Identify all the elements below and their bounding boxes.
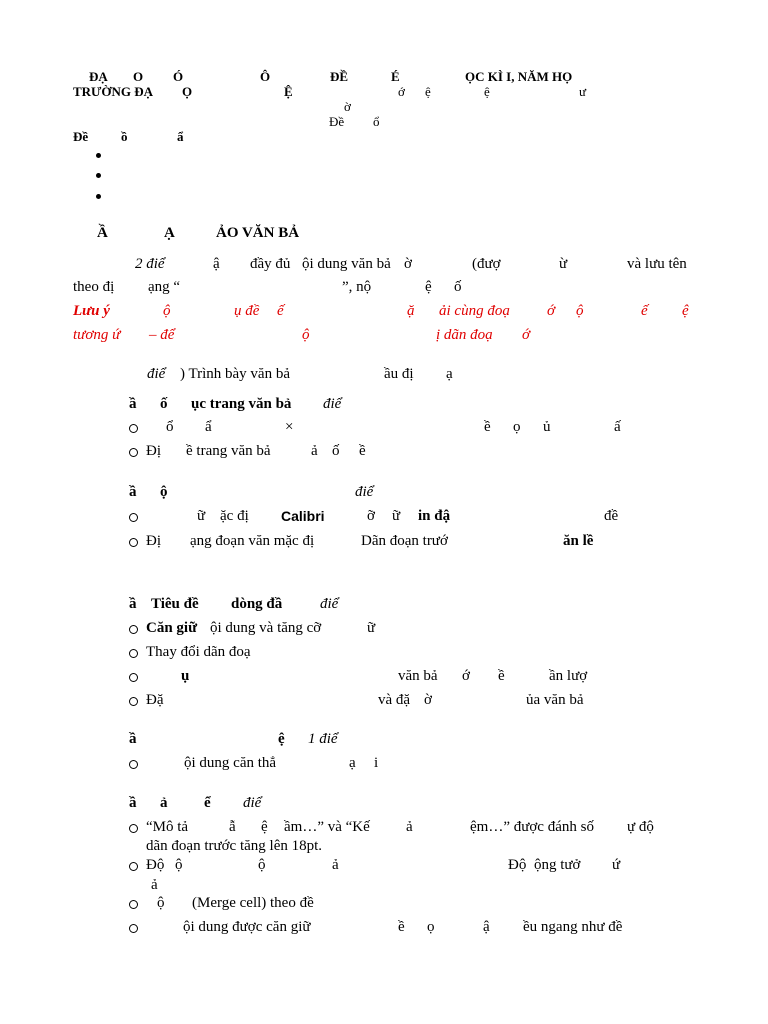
note-text: ụ đề — [234, 303, 260, 319]
sub-label-text: ục trang văn bả — [191, 396, 292, 412]
list-item-text: ộng tưở — [534, 857, 581, 873]
header-text: Ó — [173, 69, 184, 84]
list-item-text: ớ — [462, 668, 470, 684]
list-item-text: ệm…” được đánh số — [470, 819, 594, 835]
bullet-icon — [96, 194, 101, 199]
list-item-text: ả — [332, 857, 339, 873]
circle-bullet-icon — [129, 697, 138, 706]
section-title-text: ẢO VĂN BẢ — [216, 225, 300, 241]
intro-text: đầy đủ — [250, 256, 291, 272]
list-item-text: ệ — [261, 819, 268, 835]
list-item-continuation: ả — [151, 877, 158, 893]
header-text: ư — [579, 84, 587, 99]
intro-text: ”, nộ — [342, 279, 372, 295]
note-text: ế — [277, 303, 284, 319]
circle-bullet-icon — [129, 538, 138, 547]
note-text: ải cùng đoạ — [439, 303, 510, 319]
sub-label-text: ể — [204, 795, 211, 811]
list-item-text: ăn lề — [563, 533, 594, 549]
list-item-text: ố — [332, 443, 340, 459]
sub-label-text: ầ — [129, 596, 137, 612]
list-item-text: ấ — [614, 419, 621, 435]
header-text: Ô — [260, 69, 271, 84]
header-text: ồ — [121, 129, 128, 144]
list-item-text: ề trang văn bả — [186, 443, 271, 459]
list-item-text: ẩ — [205, 419, 212, 435]
sub-label-text: dòng đầ — [231, 596, 283, 612]
header-text: ệ — [425, 84, 431, 99]
list-item-text: ụ — [181, 668, 190, 684]
list-item-text: ề — [484, 419, 491, 435]
list-item-text: Độ — [146, 857, 165, 873]
intro-text: ố — [454, 279, 462, 295]
list-item-text: ề — [398, 919, 405, 935]
list-item-text: ều ngang như đề — [523, 919, 623, 935]
intro-text: 2 điể — [135, 256, 165, 272]
circle-bullet-icon — [129, 862, 138, 871]
note-text: ộ — [576, 303, 584, 319]
note-text: ớ — [547, 303, 556, 319]
list-item-text: ủ — [543, 419, 551, 435]
list-item-text: ề — [498, 668, 505, 684]
circle-bullet-icon — [129, 649, 138, 658]
list-item-text: ầm…” và “Kế — [284, 819, 370, 835]
list-item-text: ặc đị — [220, 508, 249, 524]
list-item-text: ề — [359, 443, 366, 459]
list-item-text: ạ — [349, 755, 356, 771]
circle-bullet-icon — [129, 625, 138, 634]
sub-label-text: ầ — [129, 396, 137, 412]
sub-label-text: 1 điể — [308, 731, 338, 747]
header-text: ệ — [484, 84, 490, 99]
list-item-text: ộ — [157, 895, 165, 911]
list-item-text: văn bả — [398, 668, 438, 684]
note-text: tương ứ — [73, 327, 121, 343]
list-item-text: và đặ — [378, 692, 411, 708]
list-item-text: ả — [311, 443, 318, 459]
list-item-text: Đặ — [146, 692, 164, 708]
header-text: O — [133, 69, 144, 84]
sub-label-text: Tiêu đề — [151, 596, 199, 612]
list-item-text: Thay đổi dãn đoạ — [146, 644, 251, 660]
note-text: ớ — [522, 327, 531, 343]
list-item-text: ỡ — [367, 508, 375, 524]
note-text: ặ — [407, 303, 415, 319]
header-text: Ệ — [284, 84, 293, 99]
list-item-text: ọ — [513, 419, 521, 435]
sub-label-text: ệ — [278, 731, 285, 747]
note-text: – để — [149, 327, 175, 343]
header-text: ớ — [398, 84, 405, 99]
note-text: ế — [641, 303, 648, 319]
circle-bullet-icon — [129, 448, 138, 457]
part2-heading-text: ạ — [446, 366, 453, 382]
list-item-text: (Merge cell) theo đề — [192, 895, 314, 911]
intro-text: ậ — [213, 256, 220, 272]
list-item-text: in đậ — [418, 508, 451, 524]
circle-bullet-icon — [129, 824, 138, 833]
sub-label-text: ố — [160, 396, 168, 412]
list-item-text: ờ — [424, 692, 432, 708]
list-item-text: ội dung được căn giữ — [183, 919, 311, 935]
circle-bullet-icon — [129, 900, 138, 909]
intro-text: và lưu tên — [627, 256, 687, 272]
note-text: ộ — [163, 303, 171, 319]
list-item-text: ộ — [258, 857, 266, 873]
list-item-text: ự độ — [627, 819, 654, 835]
header-text: Đề — [73, 129, 89, 144]
circle-bullet-icon — [129, 924, 138, 933]
header-text: ổ — [373, 114, 380, 129]
header-text: ờ — [344, 99, 351, 114]
part2-heading-text: ầu đị — [384, 366, 414, 382]
list-item-text: ậ — [483, 919, 490, 935]
list-item-text: i — [374, 755, 379, 771]
part2-heading-text: ) Trình bày văn bả — [180, 366, 290, 382]
list-item-text: ẫ — [229, 819, 236, 835]
section-title-text: Ạ — [164, 225, 175, 241]
intro-text: ệ — [425, 279, 432, 295]
sub-label-text: điể — [355, 484, 374, 500]
list-item-text: đề — [604, 508, 619, 524]
intro-text: theo đị — [73, 279, 115, 295]
sub-label-text: điể — [243, 795, 262, 811]
list-item-text: × — [285, 419, 294, 435]
list-item-text: Dãn đoạn trướ — [361, 533, 448, 549]
note-text: ị dãn đoạ — [436, 327, 493, 343]
list-item-text: “Mô tả — [146, 819, 189, 835]
intro-text: ội dung văn bả — [302, 256, 391, 272]
bullet-icon — [96, 173, 101, 178]
header-text: ĐẠ — [89, 69, 108, 84]
note-text: ộ — [302, 327, 310, 343]
sub-label-text: ộ — [160, 484, 168, 500]
list-item-text: Calibri — [281, 508, 325, 524]
circle-bullet-icon — [129, 513, 138, 522]
header-text: ĐỀ — [330, 69, 349, 84]
header-text: É — [391, 69, 400, 84]
list-item-text: ội dung và tăng cỡ — [210, 620, 322, 636]
list-item-continuation: dãn đoạn trước tăng lên 18pt. — [146, 838, 323, 854]
note-text: ệ — [682, 303, 689, 319]
list-item-text: ữ — [392, 508, 401, 524]
list-item-text: ội dung căn thẳ — [184, 755, 277, 771]
sub-label-text: ầ — [129, 795, 137, 811]
intro-text: ừ — [559, 256, 568, 272]
circle-bullet-icon — [129, 673, 138, 682]
part2-heading-text: điể — [147, 366, 166, 382]
list-item-text: ọ — [427, 919, 435, 935]
sub-label-text: ả — [160, 795, 168, 811]
intro-text: ờ — [404, 256, 412, 272]
circle-bullet-icon — [129, 760, 138, 769]
sub-label-text: ầ — [129, 731, 137, 747]
sub-label-text: điể — [320, 596, 339, 612]
list-item-text: ữ — [197, 508, 206, 524]
note-text: Lưu ý — [73, 303, 110, 319]
header-text: TRƯỜNG ĐẠ — [73, 84, 154, 99]
intro-text: (đượ — [472, 256, 501, 272]
sub-label-text: điể — [323, 396, 342, 412]
list-item-text: Đị — [146, 443, 161, 459]
list-item-text: Độ — [508, 857, 527, 873]
header-text: ẩ — [177, 129, 184, 144]
list-item-text: ần lượ — [549, 668, 588, 684]
section-title-text: Ầ — [97, 225, 108, 241]
circle-bullet-icon — [129, 424, 138, 433]
list-item-text: ữ — [367, 620, 376, 636]
intro-text: ạng “ — [148, 279, 181, 295]
header-text: ỌC KÌ I, NĂM HỌ — [465, 69, 573, 84]
list-item-text: ủa văn bả — [526, 692, 584, 708]
sub-label-text: ầ — [129, 484, 137, 500]
list-item-text: Căn giữ — [146, 620, 198, 636]
list-item-text: ạng đoạn văn mặc đị — [190, 533, 315, 549]
list-item-text: Đị — [146, 533, 161, 549]
bullet-icon — [96, 153, 101, 158]
header-text: Ọ — [182, 84, 193, 99]
list-item-text: ộ — [175, 857, 183, 873]
header-text: Đề — [329, 114, 345, 129]
list-item-text: ứ — [612, 857, 621, 873]
list-item-text: ổ — [166, 419, 174, 435]
list-item-text: ả — [406, 819, 413, 835]
